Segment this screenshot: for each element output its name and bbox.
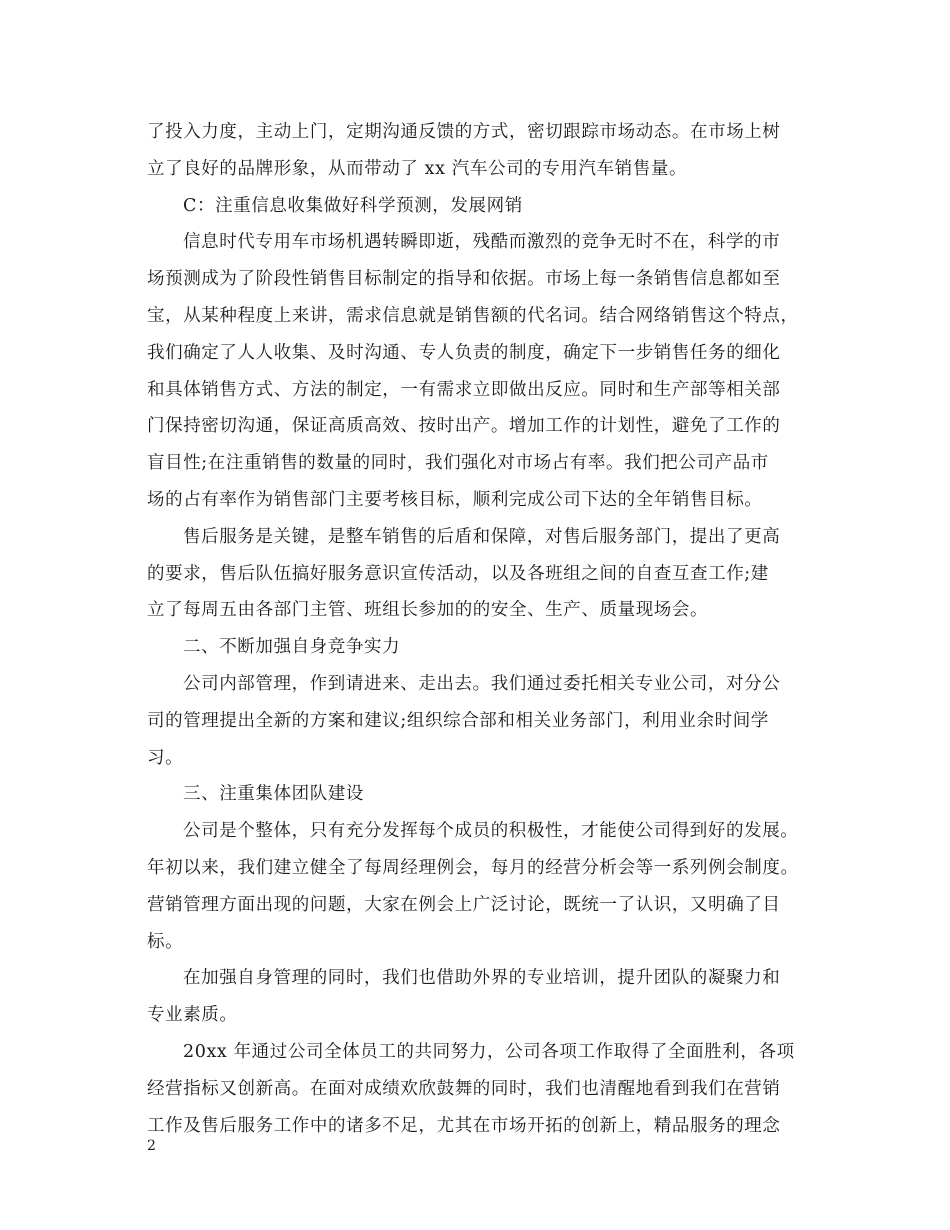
text-line: 20xx 年通过公司全体员工的共同努力，公司各项工作取得了全面胜利，各项: [183, 1041, 795, 1062]
text-line: 工作及售后服务工作中的诸多不足，尤其在市场开拓的创新上，精品服务的理念: [147, 1115, 781, 1136]
text-line: 在加强自身管理的同时，我们也借助外界的专业培训，提升团队的凝聚力和: [183, 968, 781, 989]
text-line: 门保持密切沟通，保证高质高效、按时出产。增加工作的计划性，避免了工作的: [147, 416, 781, 437]
text-line: 宝，从某种程度上来讲，需求信息就是销售额的代名词。结合网络销售这个特点，: [147, 305, 799, 326]
text-line: 盲目性;在注重销售的数量的同时，我们强化对市场占有率。我们把公司产品市: [147, 453, 769, 474]
text-line: 经营指标又创新高。在面对成绩欢欣鼓舞的同时，我们也清醒地看到我们在营销: [147, 1078, 781, 1099]
text-line: 习。: [147, 747, 184, 768]
text-line: 专业素质。: [147, 1005, 238, 1026]
text-line: 场预测成为了阶段性销售目标制定的指导和依据。市场上每一条销售信息都如至: [147, 269, 781, 290]
text-line: 立了每周五由各部门主管、班组长参加的的安全、生产、质量现场会。: [147, 600, 709, 621]
text-line: 售后服务是关键，是整车销售的后盾和保障，对售后服务部门，提出了更高: [183, 526, 781, 547]
text-line: 的要求，售后队伍搞好服务意识宣传活动，以及各班组之间的自查互查工作;建: [147, 563, 769, 584]
text-line: 营销管理方面出现的问题，大家在例会上广泛讨论，既统一了认识，又明确了目: [147, 894, 781, 915]
body-text: [147, 114, 807, 1144]
section-heading-c: C：注重信息收集做好科学预测，发展网销: [183, 195, 523, 216]
section-heading-3: 三、注重集体团队建设: [183, 784, 364, 805]
section-heading-2: 二、不断加强自身竞争实力: [183, 637, 401, 658]
text-line: 公司内部管理，作到请进来、走出去。我们通过委托相关专业公司，对分公: [183, 673, 781, 694]
text-line: 场的占有率作为销售部门主要考核目标，顺利完成公司下达的全年销售目标。: [147, 489, 763, 510]
text-line: 公司是个整体，只有充分发挥每个成员的积极性，才能使公司得到好的发展。: [183, 821, 799, 842]
text-line: 立了良好的品牌形象，从而带动了 xx 汽车公司的专用汽车销售量。: [147, 158, 688, 179]
text-line: 和具体销售方式、方法的制定，一有需求立即做出反应。同时和生产部等相关部: [147, 379, 781, 400]
text-line: 年初以来，我们建立健全了每周经理例会，每月的经营分析会等一系列例会制度。: [147, 857, 799, 878]
text-line: 信息时代专用车市场机遇转瞬即逝，残酷而激烈的竞争无时不在，科学的市: [183, 232, 781, 253]
document-body: [147, 114, 807, 1144]
text-line: 司的管理提出全新的方案和建议;组织综合部和相关业务部门，利用业余时间学: [147, 710, 769, 731]
text-line: 我们确定了人人收集、及时沟通、专人负责的制度，确定下一步销售任务的细化: [147, 342, 781, 363]
text-line: 了投入力度，主动上门，定期沟通反馈的方式，密切跟踪市场动态。在市场上树: [147, 122, 781, 142]
page-number: 2: [147, 1138, 156, 1154]
text-line: 标。: [147, 931, 184, 952]
